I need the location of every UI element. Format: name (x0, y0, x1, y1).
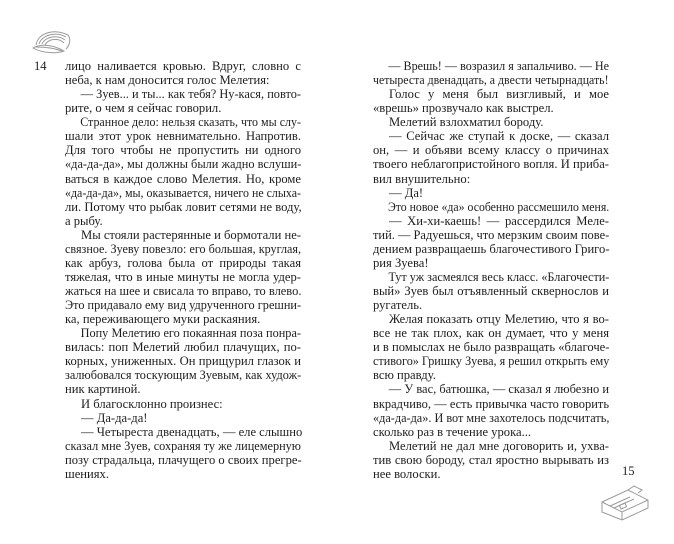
text-line: твоего неблагопристойного вопля. И приба- (373, 157, 609, 172)
text-line: и в помыслах не было развращать «благоче- (373, 340, 610, 355)
text-line: Это придавало ему вид удрученного грешни- (65, 298, 302, 313)
text-line: И благосклонно произнес: (81, 396, 223, 411)
text-line: вый» Зуев был отъявленный сквернослов и (373, 284, 609, 298)
text-line: рите, о чем я сейчас говорил. (65, 101, 222, 116)
text-line: — Хи-хи-каешь! — рассердился Меле- (389, 213, 609, 228)
text-line: тий. — Радуешься, что мерзким своим пове- (373, 227, 610, 242)
right-page-text (373, 59, 609, 481)
text-line: «да-да-да», мы должны были жадно вслуши- (65, 157, 302, 172)
cap-icon (30, 27, 74, 57)
text-line: Мелетий не дал мне договорить и, ухва- (389, 438, 609, 453)
text-line: он, — и объяви всему классу о причинах (373, 143, 609, 158)
text-line: — Врешь! — возразил я запальчиво. — Не (388, 59, 609, 73)
text-line: — Четыреста двенадцать, — еле слышно (81, 424, 303, 439)
text-line: неба, к нам доносится голос Мелетия: (65, 73, 270, 88)
briefcase-icon (600, 484, 652, 524)
text-line: нее волоски. (373, 466, 441, 481)
text-line: залюбовался тоскующим Зуевым, как худож- (65, 368, 302, 383)
text-line: Мелетий взлохматил бороду. (389, 115, 544, 130)
text-line: «врешь» прозвучало как выстрел. (373, 101, 554, 116)
text-line: Голос у меня был визгливый, и мое (389, 87, 609, 102)
text-line: Это новое «да» особенно рассмешило меня. (387, 199, 610, 214)
text-line: — Да! (389, 185, 424, 200)
text-line: Тут уж засмеялся весь класс. «Благочести- (388, 269, 610, 284)
text-line: всю правду. (373, 368, 436, 383)
text-line: корных, униженных. Он прищурил глазок и (65, 354, 301, 369)
text-line: ка, переживающего муки раскаяния. (65, 312, 261, 327)
text-line: а рыбу. (65, 213, 103, 228)
text-line: Для того чтобы не пропустить ни одного (65, 143, 301, 158)
text-line: как арбуз, голова была от природы такая (65, 255, 301, 270)
text-line: вил внушительно: (373, 171, 471, 186)
text-line: сказал мне Зуев, сохраняя ту же лицемерную (65, 438, 301, 453)
text-line: — Сейчас же ступай к доске, — сказал (389, 129, 609, 144)
left-page-text (65, 59, 301, 481)
text-line: Мы стояли растерянные и бормотали не- (81, 227, 301, 242)
text-line: ли. Потому что рыбак ловит сетями не воду, (65, 199, 302, 214)
text-line: — У вас, батюшка, — сказал я любезно и (388, 382, 609, 397)
text-line: Странное дело: нельзя сказать, что мы слу- (80, 115, 302, 130)
text-line: позу страдальца, плачущего о своих прегре- (65, 452, 302, 467)
text-line: стивого» Гришку Зуева, я решил открыть ему (373, 354, 610, 369)
text-line: сколько раз в течение урока... (373, 424, 532, 439)
text-line: ваться в каждое слово Мелетия. Но, кроме (65, 171, 301, 186)
text-line: лицо наливается кровью. Вдруг, словно с (65, 59, 301, 73)
text-line: вилась: поп Мелетий любил плачущих, по- (65, 340, 301, 355)
text-line: тяжелая, что в иные минуты не могла удер- (65, 269, 301, 284)
text-line: — Зуев... и ты... как тебя? Ну-кася, повто- (80, 87, 301, 102)
text-line: вкрадчиво, — есть привычка часто говорить (373, 396, 609, 411)
text-line: Желая показать отцу Мелетию, что я во- (389, 312, 609, 327)
text-line: тив свою бороду, стал яростно вырывать из (373, 452, 609, 467)
text-line: — Да-да-да! (81, 410, 148, 425)
text-line: ник картиной. (65, 382, 141, 397)
text-line: шали этот урок невнимательно. Напротив. (65, 129, 301, 144)
text-line: дением развращаешь благочестивого Григо- (373, 241, 610, 256)
text-line: «да-да-да». И вот мне захотелось подсчитать, (373, 410, 610, 425)
text-line: Попу Мелетию его покаянная поза понра- (80, 326, 301, 341)
text-line: жаться на шее и свисала то вправо, то влево. (65, 284, 302, 298)
text-line: шениях. (65, 466, 110, 481)
text-line: связное. Зуеву повезло: его большая, круглая, (65, 241, 301, 256)
text-line: рия Зуева! (373, 255, 429, 270)
right-page (337, 0, 674, 544)
text-line: «да-да-да», мы, оказывается, ничего не слыха- (65, 185, 301, 200)
text-line: все не так плох, как он думает, что у меня (373, 326, 609, 341)
page-number: 15 (622, 464, 635, 478)
text-line: ругатель. (373, 298, 423, 313)
page-number: 14 (34, 59, 47, 73)
text-line: четыреста двенадцать, а двести четырнадцать! (373, 73, 609, 88)
